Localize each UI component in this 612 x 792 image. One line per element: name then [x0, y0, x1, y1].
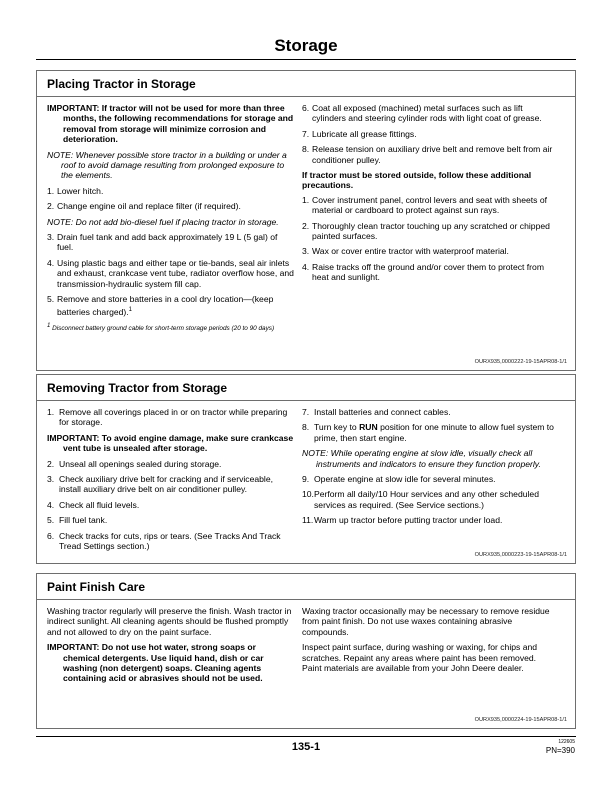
step-item: 3. Check auxiliary drive belt for cracking and if serviceable, install auxiliary drive belt on air conditioner pulley.	[47, 474, 273, 495]
important-notice: IMPORTANT: Do not use hot water, strong soaps or chemical detergents. Use liquid hand, dish or car washing (non detergent) soaps. Cleaning agents containing acid or abrasives should not be used.	[47, 642, 264, 684]
step-item: 5. Fill fuel tank.	[47, 515, 108, 526]
right-column	[302, 407, 554, 531]
section-heading: Paint Finish Care	[37, 574, 575, 600]
paragraph: Washing tractor regularly will preserve the finish. Wash tractor in indirect sunlight. All cleaning agents should be flushed promptly and not allowed to dry on the paint surface.	[47, 606, 292, 637]
section-removing-tractor-from-storage	[36, 374, 576, 564]
document-code: OURX935,0000223-19-15APR08-1/1	[474, 552, 567, 558]
note: NOTE: Whenever possible store tractor in a building or under a roof to avoid damage resulting from prolonged exposure to the elements.	[47, 149, 287, 181]
right-column	[302, 103, 554, 288]
step-item: 8. Release tension on auxiliary drive belt and remove belt from air conditioner pulley.	[302, 144, 553, 165]
document-code: OURX935,0000224-19-15APR08-1/1	[474, 717, 567, 723]
footnote-marker: 1	[128, 306, 132, 313]
step-item: 4. Raise tracks off the ground and/or cover them to protect from heat and sunlight.	[302, 261, 544, 283]
date-code: 122605	[558, 739, 575, 745]
paragraph: Waxing tractor occasionally may be necessary to remove residue from paint finish. Do not use waxes containing abrasive compounds.	[302, 606, 550, 637]
step-item: 2. Thoroughly clean tractor touching up any scratched or chipped painted surfaces.	[302, 220, 550, 242]
footer-rule	[36, 736, 576, 737]
section-paint-finish-care	[36, 573, 576, 729]
step-item: 4. Check all fluid levels.	[47, 499, 140, 510]
right-column	[302, 606, 554, 678]
step-item: 7. Lubricate all grease fittings.	[302, 128, 417, 139]
document-code: OURX935,0000222-19-15APR08-1/1	[474, 359, 567, 365]
important-notice: IMPORTANT: If tractor will not be used for more than three months, the following recommendations for storage and removal from storage will minimize corrosion and deterioration.	[47, 103, 294, 145]
step-item: 11. Warm up tractor before putting tractor under load.	[302, 515, 503, 526]
pn-label: PN=390	[545, 746, 575, 755]
step-item: 1. Cover instrument panel, control levers and seat with sheets of material or cardboard to protect against sun rays.	[302, 194, 548, 216]
step-item: 7. Install batteries and connect cables.	[302, 407, 451, 417]
step-item: 2. Change engine oil and replace filter (if required).	[47, 201, 241, 212]
note: NOTE: While operating engine at slow idle, visually check all instruments and indicators to ensure they function properly.	[302, 448, 541, 469]
step-item: 2. Unseal all openings sealed during storage.	[47, 458, 222, 469]
left-column	[47, 407, 295, 556]
step-item: 6. Check tracks for cuts, rips or tears. (See Tracks And Track Tread Settings section.)	[47, 530, 281, 552]
step-item: 4. Using plastic bags and either tape or tie-bands, seal air inlets and exhaust, crankcase vent tube, radiator overflow hose, and transmission-hydraulic system fill cap.	[47, 257, 294, 289]
left-column	[47, 103, 295, 333]
step-item: 3. Wax or cover entire tractor with waterproof material.	[302, 246, 509, 257]
outside-precautions-heading: If tractor must be stored outside, follow these additional precautions.	[302, 170, 532, 191]
step-item: 1. Lower hitch.	[47, 185, 104, 196]
page-title: Storage	[274, 36, 338, 55]
footnote: $^1$ Disconnect battery ground cable for short-term storage periods (20 to 90 days)	[47, 322, 275, 332]
title-rule	[36, 59, 576, 60]
important-notice: IMPORTANT: To avoid engine damage, make sure crankcase vent tube is unsealed after storage.	[47, 432, 294, 454]
section-heading: Placing Tractor in Storage	[37, 71, 575, 97]
step-item: 5. Remove and store batteries in a cool dry location—(keep batteries charged).$^1$	[47, 294, 274, 317]
section-placing-tractor-in-storage	[36, 70, 576, 371]
left-column	[47, 606, 295, 689]
page-number: 135-1	[291, 741, 321, 753]
step-item: 3. Drain fuel tank and add back approximately 19 L (5 gal) of fuel.	[47, 232, 278, 253]
paragraph: Inspect paint surface, during washing or waxing, for chips and scratches. Repaint any areas where paint has been removed. Paint materials are available from your John Deere dealer.	[302, 642, 538, 674]
step-item: 1. Remove all coverings placed in or on tractor while preparing for storage.	[47, 407, 288, 428]
step-item: 10. Perform all daily/10 Hour services and any other scheduled services as required. (See Service sections.)	[302, 489, 539, 510]
note: NOTE: Do not add bio-diesel fuel if placing tractor in storage.	[47, 216, 279, 227]
step-item: 9. Operate engine at slow idle for several minutes.	[302, 474, 496, 485]
section-heading: Removing Tractor from Storage	[37, 375, 575, 401]
step-item: 8. Turn key to RUN position for one minute to allow fuel system to prime, then start engine.	[302, 422, 554, 443]
step-item: 6. Coat all exposed (machined) metal surfaces such as lift cylinders and steering cylinder rods with light coat of grease.	[302, 103, 542, 124]
